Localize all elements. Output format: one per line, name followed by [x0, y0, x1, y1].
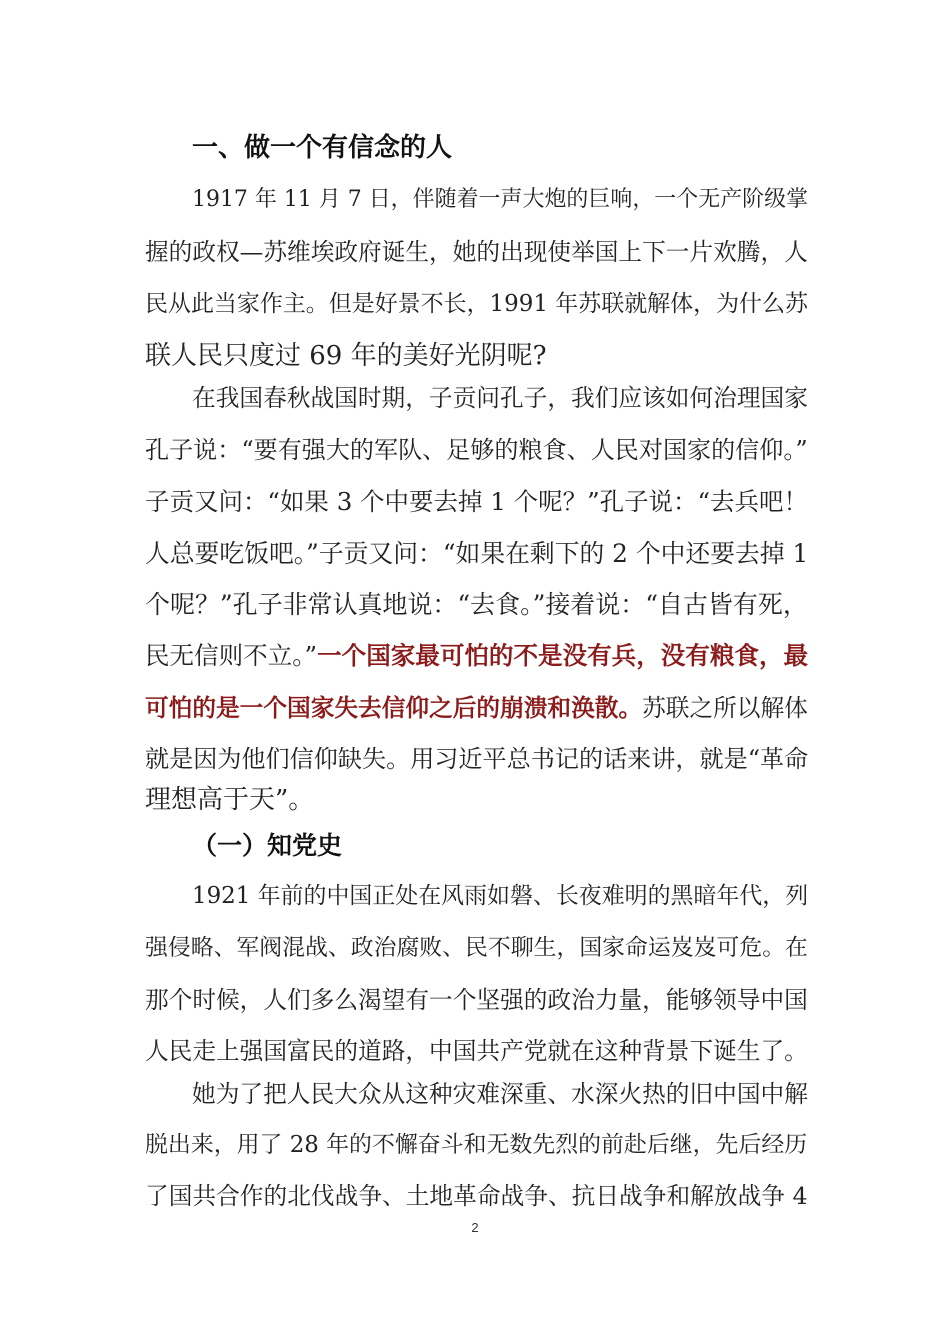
- paragraph-line: 1917 年 11 月 7 日，伴随着一声大炮的巨响，一个无产阶级掌: [192, 187, 809, 212]
- paragraph-line: 那个时候，人们多么渴望有一个坚强的政治力量，能够领导中国: [145, 986, 808, 1014]
- paragraph-line: 人总要吃饭吧。”子贡又问：“如果在剩下的 2 个中还要去掉 1: [145, 539, 809, 568]
- paragraph-line: 了国共合作的北伐战争、土地革命战争、抗日战争和解放战争 4: [145, 1182, 808, 1210]
- paragraph-line: 理想高于天”。: [145, 785, 315, 815]
- paragraph-line: 孔子说：“要有强大的军队、足够的粮食、人民对国家的信仰。”: [145, 436, 808, 464]
- emphasis-text: 一个国家最可怕的不是没有兵，没有粮食，最: [317, 641, 809, 670]
- emphasis-text: 可怕的是一个国家失去信仰之后的崩溃和涣散。: [145, 694, 643, 722]
- paragraph-line: 在我国春秋战国时期，子贡问孔子，我们应该如何治理国家: [192, 384, 808, 412]
- paragraph-line: 她为了把人民大众从这种灾难深重、水深火热的旧中国中解: [192, 1080, 808, 1108]
- paragraph-line: 联人民只度过 69 年的美好光阴呢?: [145, 341, 547, 371]
- normal-text: 民无信则不立。”: [145, 641, 318, 670]
- paragraph-line: 子贡又问：“如果 3 个中要去掉 1 个呢？”孔子说：“去兵吧！: [145, 487, 808, 516]
- page-number: 2: [471, 1220, 479, 1235]
- section-heading: 一、做一个有信念的人: [192, 133, 453, 163]
- paragraph-line-mixed: [145, 636, 808, 676]
- paragraph-line: 个呢？”孔子非常认真地说：“去食。”接着说：“自古皆有死，: [145, 590, 808, 619]
- paragraph-line: 脱出来，用了 28 年的不懈奋斗和无数先烈的前赴后继，先后经历: [145, 1132, 808, 1158]
- subsection-heading: （一）知党史: [192, 831, 343, 860]
- paragraph-line: 强侵略、军阀混战、政治腐败、民不聊生，国家命运岌岌可危。在: [145, 935, 808, 961]
- normal-text: 苏联之所以解体: [642, 694, 808, 722]
- paragraph-line: 人民走上强国富民的道路，中国共产党就在这种背景下诞生了。: [145, 1037, 808, 1065]
- paragraph-line: 民从此当家作主。但是好景不长，1991 年苏联就解体，为什么苏: [145, 291, 808, 317]
- paragraph-line: 握的政权—苏维埃政府诞生，她的出现使举国上下一片欢腾，人: [145, 238, 808, 266]
- paragraph-line-mixed: [145, 688, 808, 728]
- paragraph-line: 就是因为他们信仰缺失。用习近平总书记的话来讲，就是“革命: [145, 745, 809, 773]
- paragraph-line: 1921 年前的中国正处在风雨如磐、长夜难明的黑暗年代，列: [192, 883, 809, 909]
